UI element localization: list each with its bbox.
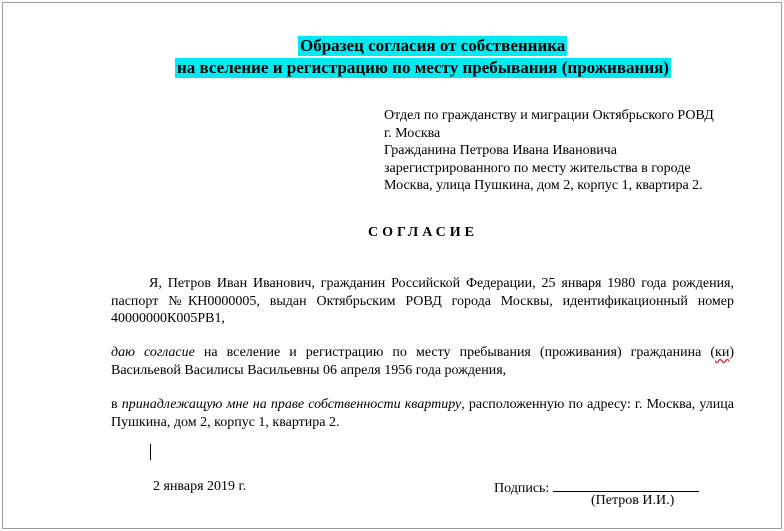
- paragraph-identity: Я, Петров Иван Иванович, гражданин Российской Федерации, 25 января 1980 года рождения, паспорт №КН0000005, выдан Октябрьским РОВД города Москвы, идентификационный номер 40000000К005РВ1,: [111, 276, 734, 326]
- addressee-line: Отдел по гражданству и миграции Октябрьского РОВД: [384, 108, 714, 123]
- property-prefix: в: [111, 397, 122, 412]
- addressee-block: [384, 107, 734, 195]
- addressee-line: зарегистрированного по месту жительства в городе: [384, 160, 691, 176]
- signature-line[interactable]: [553, 479, 699, 492]
- addressee-line: Москва, улица Пушкина, дом 2, корпус 1, квартира 2.: [384, 178, 703, 193]
- paragraph-consent: [111, 344, 734, 379]
- consent-text-b: ) Васильевой Василисы Васильевны 06 апреля 1956 года рождения,: [111, 345, 734, 378]
- property-text: , расположенную по адресу: г. Москва, улица Пушкина, дом 2, корпус 1, квартира 2.: [111, 397, 734, 430]
- paragraph-property: [111, 396, 734, 431]
- consent-phrase: даю согласие: [111, 345, 195, 360]
- signature-label: Подпись:: [494, 481, 550, 496]
- document-title-line-2: на вселение и регистрацию по месту пребывания (проживания): [177, 58, 669, 77]
- addressee-line: г. Москва: [384, 125, 441, 141]
- document-title-line-1: Образец согласия от собственника: [300, 36, 566, 55]
- spellcheck-flagged-word[interactable]: ки: [715, 345, 730, 360]
- document-page: [2, 2, 782, 529]
- document-date: 2 января 2019 г.: [153, 479, 247, 494]
- property-phrase: принадлежащую мне на праве собственности квартиру: [121, 397, 462, 412]
- consent-text-a: на вселение и регистрацию по месту пребывания (проживания) гражданина (: [194, 345, 716, 360]
- addressee-line: Гражданина Петрова Ивана Ивановича: [384, 143, 617, 158]
- consent-heading: СОГЛАСИЕ: [368, 225, 478, 240]
- text-cursor[interactable]: [150, 444, 151, 460]
- signature-name: (Петров И.И.): [591, 493, 675, 508]
